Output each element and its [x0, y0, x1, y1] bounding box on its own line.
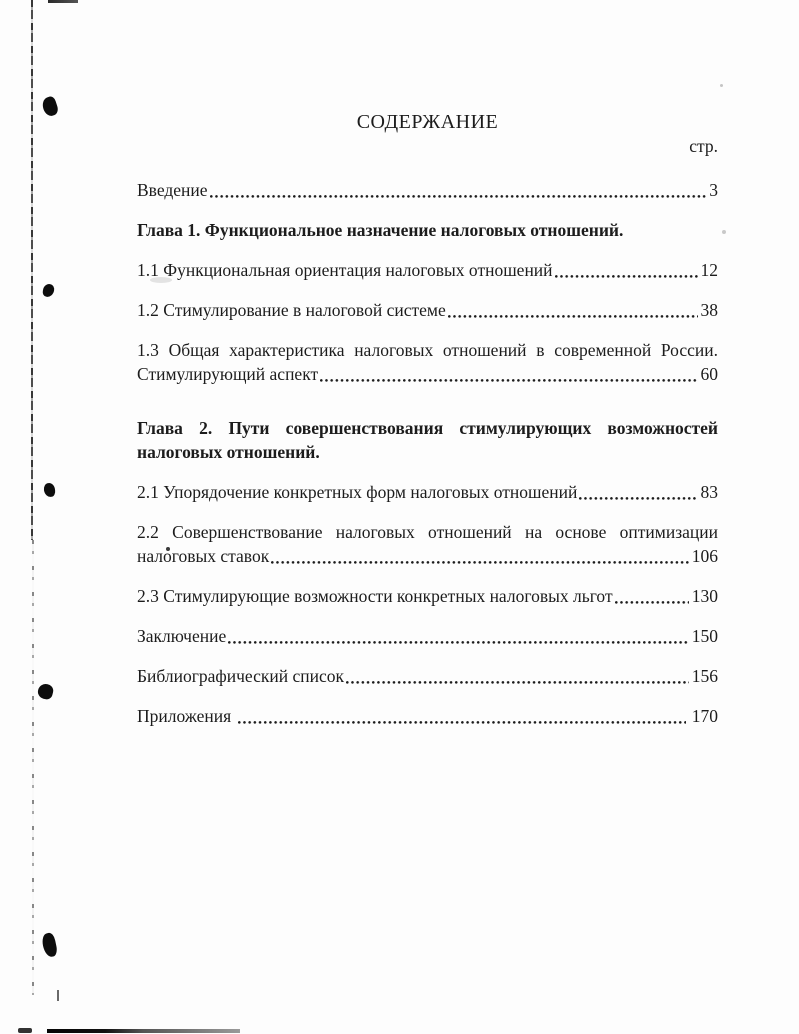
toc-entry-line1: 1.3 Общая характеристика налоговых отношений в современной России. — [137, 340, 718, 360]
toc-entry-page: 130 — [691, 586, 718, 606]
toc-entry-label: Введение — [137, 180, 208, 200]
scan-speck-2 — [720, 84, 723, 87]
toc-entry-label: Библиографический список — [137, 666, 345, 686]
scan-speck-1 — [722, 230, 726, 234]
ink-blob-2 — [42, 283, 55, 298]
dot-leader — [228, 641, 689, 644]
toc-entry-line1: 2.2 Совершенствование налоговых отношений на основе оптимизации — [137, 522, 718, 542]
ink-blob-4 — [36, 682, 54, 700]
dot-leader — [579, 497, 697, 500]
toc-entry-1-3 — [137, 338, 718, 386]
toc-entry-2-1 — [137, 480, 718, 504]
toc-entry-1-1 — [137, 258, 718, 282]
dot-leader — [346, 681, 689, 684]
toc-entry-page: 106 — [691, 546, 718, 566]
toc-entry-page: 83 — [700, 482, 718, 502]
toc-chapter-2-heading-line1: Глава 2. Пути совершенствования стимулирующих возможностей — [137, 418, 718, 438]
toc-entry-page: 38 — [700, 300, 718, 320]
toc-entry-page: 156 — [691, 666, 718, 686]
dot-leader — [210, 195, 707, 198]
ink-blob-3 — [43, 482, 56, 497]
toc-chapter-2-heading — [137, 416, 718, 464]
toc-chapter-2-heading-line2: налоговых отношений. — [137, 442, 320, 462]
dot-leader — [320, 379, 697, 382]
toc-entry-conclusion — [137, 624, 718, 648]
toc-entry-2-2 — [137, 520, 718, 568]
scan-mark-bottom-nub — [18, 1028, 32, 1033]
toc-entry-bibliography — [137, 664, 718, 688]
scan-binding-edge-line-top — [31, 0, 33, 540]
toc-entry-page: 150 — [691, 626, 718, 646]
toc-entry-label: 2.1 Упорядочение конкретных форм налоговых отношений — [137, 482, 578, 502]
dot-leader — [448, 315, 698, 318]
toc-entry-label: 1.1 Функциональная ориентация налоговых отношений — [137, 260, 553, 280]
scan-tick-mark — [57, 990, 59, 1001]
toc-entry-label: 1.2 Стимулирование в налоговой системе — [137, 300, 446, 320]
toc-entry-label: 2.3 Стимулирующие возможности конкретных налоговых льгот — [137, 586, 613, 606]
toc-entry-label: Приложения — [137, 706, 232, 726]
toc-entry-label: Заключение — [137, 626, 227, 646]
toc-entry-page: 170 — [691, 706, 718, 726]
toc-chapter-1-heading: Глава 1. Функциональное назначение налоговых отношений. — [137, 220, 624, 240]
scan-mark-top-edge — [48, 0, 78, 3]
dot-leader — [238, 721, 686, 724]
dot-leader — [615, 601, 689, 604]
page-title: СОДЕРЖАНИЕ — [356, 111, 499, 133]
dot-leader — [271, 561, 689, 564]
toc-entry-label: налоговых ставок — [137, 546, 270, 566]
scan-binding-edge-line-bottom — [32, 540, 34, 995]
toc-entry-2-3 — [137, 584, 718, 608]
toc-entry-page: 60 — [700, 364, 718, 384]
toc-entry-page: 12 — [700, 260, 718, 280]
page-column-header: стр. — [689, 136, 718, 156]
table-of-contents — [137, 110, 718, 728]
toc-entry-label: Стимулирующий аспект — [137, 364, 319, 384]
dot-leader — [555, 275, 698, 278]
toc-entry-appendices — [137, 704, 718, 728]
toc-entry-1-2 — [137, 298, 718, 322]
ink-blob-1 — [40, 95, 59, 117]
toc-entry-introduction — [137, 178, 718, 202]
ink-blob-5 — [41, 932, 59, 958]
toc-entry-page: 3 — [709, 180, 718, 200]
scan-mark-bottom-edge — [47, 1029, 240, 1033]
